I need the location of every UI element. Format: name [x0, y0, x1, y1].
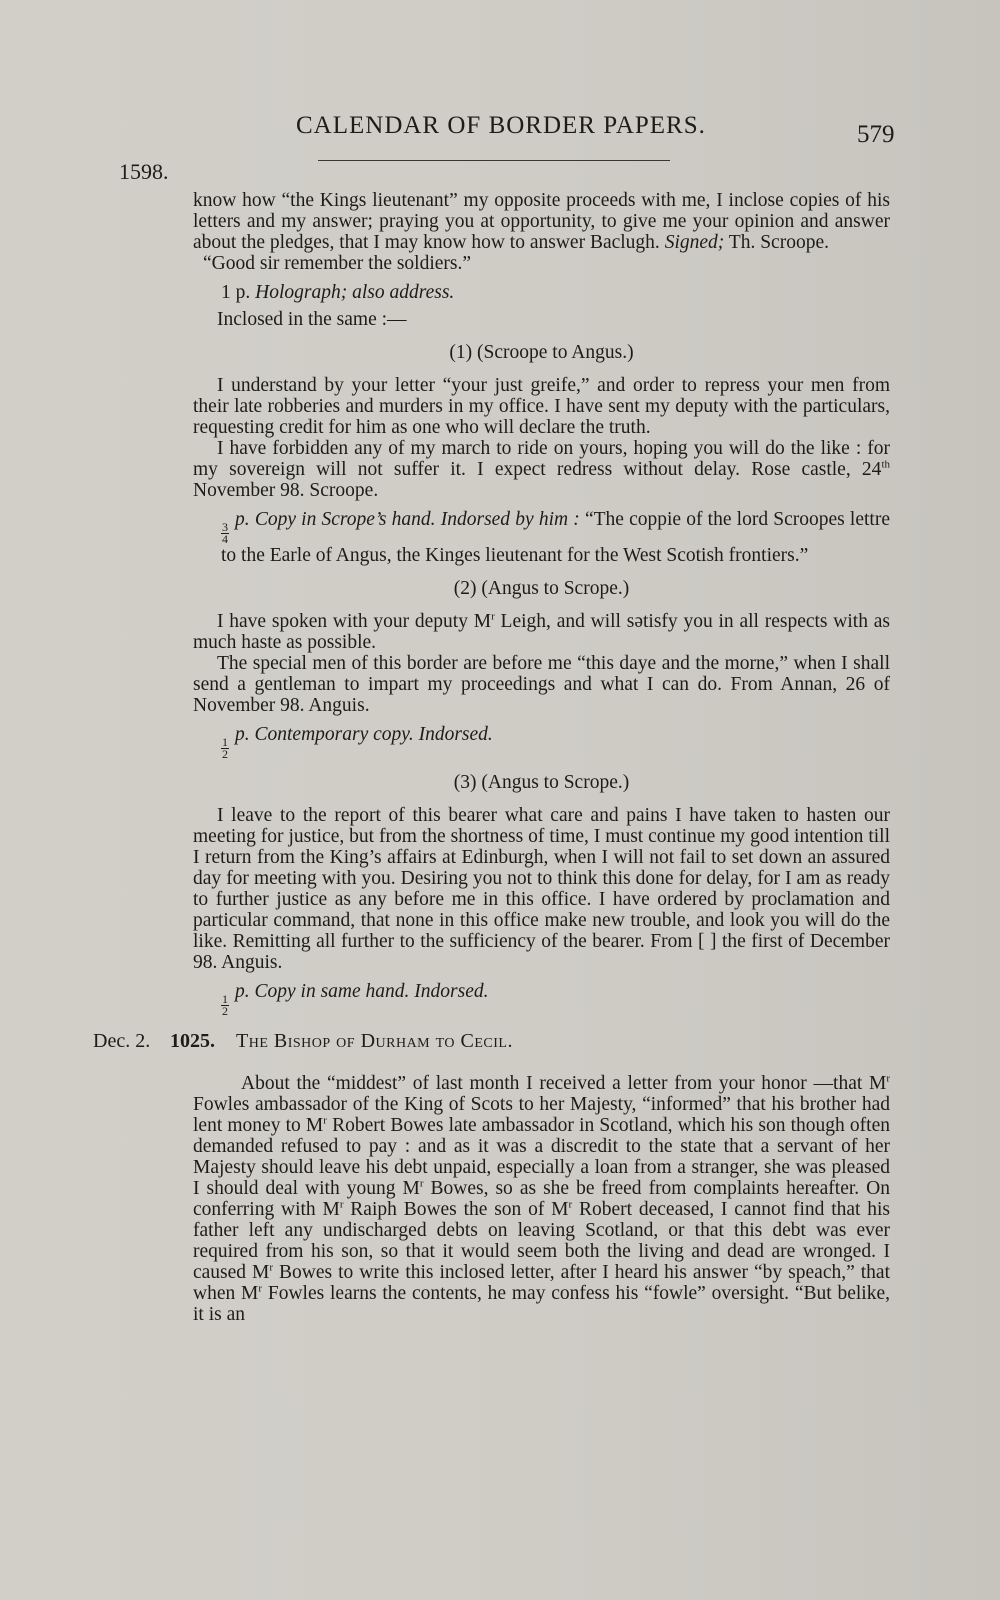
fraction: $\frac{1}{2}$ — [222, 735, 228, 761]
enclosure-3-paragraph-1: I leave to the report of this bearer what care and pains I have taken to hasten our meeting for justice, but from the shortness of time, I must continue my good intention till I return from the King’s affairs at Edinburgh, when I will not fail to set down an assured day for meeting with you. Desiring you not to think this done for delay, for I am as ready to further justice as any before me in this office. I have ordered by proclamation and particular command, that none in this office make new trouble, and look you will do the like. Remitting all further to the sufficiency of the bearer. From [ ] the first of December 98. Anguis. — [193, 805, 890, 973]
postscript: “Good sir remember the soldiers.” — [203, 253, 472, 274]
signed-label: Signed; — [664, 232, 725, 253]
entry-heading — [93, 1031, 890, 1055]
body-text — [93, 190, 891, 1325]
enclosure-1-paragraph-1: I understand by your letter “your just greife,” and order to repress your men from their late robberies and murders in my office. I have sent my deputy with the particulars, requesting credit for him as one who will declare the truth. — [193, 375, 890, 438]
enclosure-2-heading: (2) (Angus to Scrope.) — [453, 578, 630, 599]
entry-number: 1025. — [170, 1030, 215, 1052]
entry-title: The Bishop of Durham to Cecil. — [236, 1030, 513, 1052]
enclosure-1-heading: (1) (Scroope to Angus.) — [449, 342, 634, 363]
letter-note: 1 p. Holograph; also address. — [221, 282, 455, 303]
inclosed-label: Inclosed in the same :— — [217, 309, 407, 330]
enclosure-1-note: $\frac{3}{4}$ p. Copy in Scrope’s hand. Indorsed by him : “The coppie of the lord Scroopes lettre to the Earle of Angus, the Kinges lieutenant for the West Scotish frontiers.” — [221, 509, 890, 566]
running-title: CALENDAR OF BORDER PAPERS. — [296, 112, 706, 139]
page-number: 579 — [857, 121, 895, 148]
enclosure-3-note: $\frac{1}{2}$ p. Copy in same hand. Indorsed. — [222, 981, 489, 1018]
fraction: $\frac{1}{2}$ — [222, 992, 228, 1018]
entry-paragraph: About the “middest” of last month I received a letter from your honor —that $M^r$ Fowles ambassador of the King of Scots to her Majesty, “informed” that his brother had lent money to $M^r$ Robert Bowes late ambassador in Scotland, which his son though often demanded refused to pay : and as it was a discredit to the state that a servant of her Majesty should leave his debt unpaid, especially a loan from a stranger, she was pleased I should deal with young $M^r$ Bowes, so as she be freed from complaints hereafter. On conferring with $M^r$ Raiph Bowes the son of $M^r$ Robert deceased, I cannot find that his father left any undischarged debts on leaving Scotland, or that this debt was ever required from his son, so that it would seem both the living and dead are wronged. I caused $M^r$ Bowes to write this inclosed letter, after I heard his answer “by speach,” that when $M^r$ Fowles learns the contents, he may confess his “fowle” oversight. “But belike, it is an — [193, 1072, 890, 1325]
enclosure-3-heading: (3) (Angus to Scrope.) — [453, 772, 630, 793]
enclosure-2-paragraph-2: The special men of this border are before me “this daye and the morne,” when I shall send a gentleman to impart my proceedings and what I can do. From Annan, 26 of November 98. Anguis. — [193, 653, 890, 716]
entry-date: Dec. 2. — [93, 1030, 151, 1052]
fraction: $\frac{3}{4}$ — [222, 520, 228, 546]
enclosure-2-paragraph-1: I have spoken with your deputy $M^r$ Leigh, and will sətisfy you in all respects with as much haste as possible. — [193, 610, 891, 653]
title-rule — [318, 160, 670, 161]
signed-name: Th. Scroope. — [728, 232, 829, 253]
enclosure-1-paragraph-2: I have forbidden any of my march to ride on yours, hoping you will do the like : for my sovereign will not suffer it. I expect redress without delay. Rose castle, 24th November 98. Scroope. — [193, 438, 890, 501]
enclosure-2-note: $\frac{1}{2}$ p. Contemporary copy. Indorsed. — [222, 724, 493, 761]
margin-year: 1598. — [119, 159, 169, 184]
letter-paragraph: know how “the Kings lieutenant” my opposite proceeds with me, I inclose copies of his letters and my answer; praying you at opportunity, to give me your opinion and answer about the pledges, that I may know how to answer Baclugh. Signed; Th. Scroope. — [193, 190, 890, 253]
